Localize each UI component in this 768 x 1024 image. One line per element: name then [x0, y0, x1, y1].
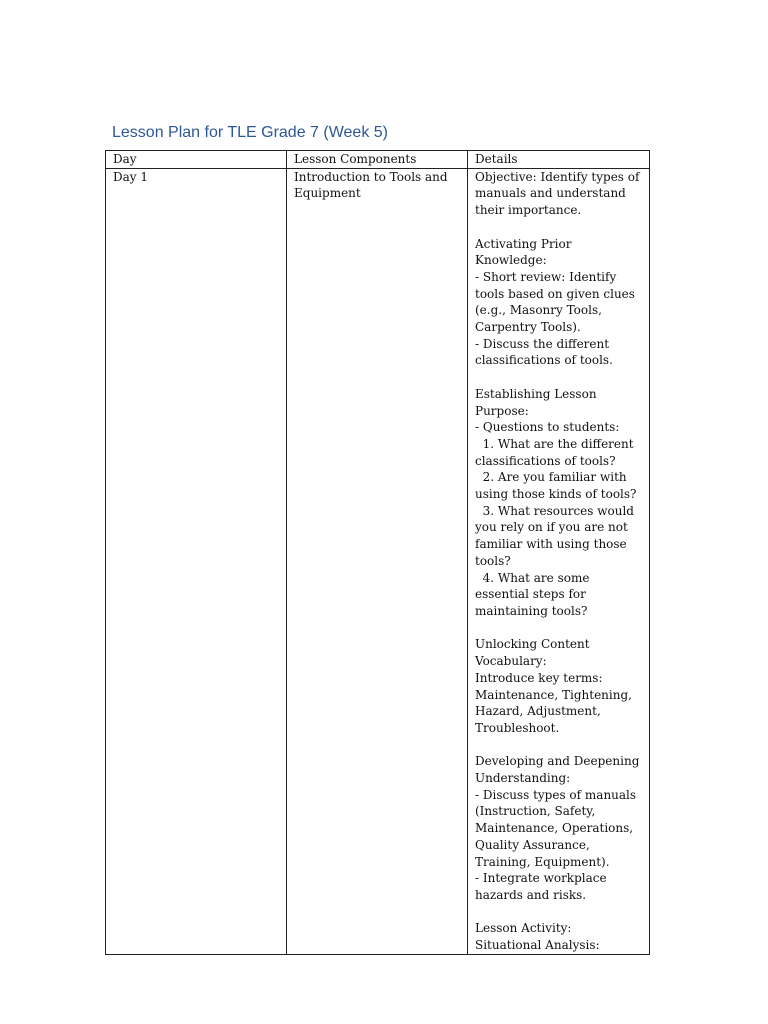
header-details: Details — [468, 151, 650, 169]
table-header-row — [106, 151, 650, 169]
cell-details — [468, 168, 650, 954]
cell-day: Day 1 — [106, 168, 287, 954]
lesson-plan-table — [105, 150, 650, 955]
details-text: Objective: Identify types of manuals and understand their importance. Activating Prior Knowledge: - Short review: Identify tools based on given clues (e.g., Masonry Tools, Carpentry Tools). - Discuss the different classifications of tools. Establishing Lesson Purpose: - Questions to students: 1. What are the different classifications of tools? 2. Are you familiar with using those kinds of tools? 3. What resources would you rely on if you are not familiar with using those tools? 4. What are some essential steps for maintaining tools? Unlocking Content Vocabulary: Introduce key terms: Maintenance, Tightening, Hazard, Adjustment, Troubleshoot. Developing and Deepening Understanding: - Discuss types of manuals (Instruction, Safety, Maintenance, Operations, Quality Assurance, Training, Equipment). - Integrate workplace hazards and risks. Lesson Activity: Situational Analysis: — [475, 169, 640, 953]
table-row — [106, 168, 650, 954]
page-title: Lesson Plan for TLE Grade 7 (Week 5) — [112, 124, 388, 141]
header-day: Day — [106, 151, 287, 169]
header-lesson-components: Lesson Components — [287, 151, 468, 169]
cell-lesson-component: Introduction to Tools and Equipment — [287, 168, 468, 954]
